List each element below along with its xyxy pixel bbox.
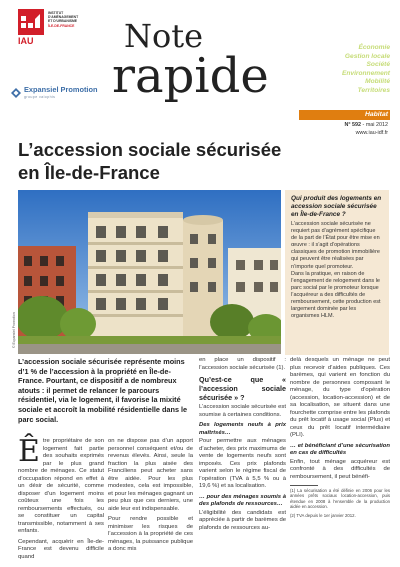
section-heading: Qu’est-ce que « l’accession sociale sécurisée » ? [199, 375, 286, 402]
publication-title-note: Note [124, 17, 204, 55]
body-paragraph: tre propriétaire de son logement fait partie des souhaits exprimés par le plus grand nombre de ménages. Ce statut d’occupation répond en effet à un désir de sécurité, comme disposer d’un logement moins coûteux une fois les remboursements effectués, ou se constituer un capital transmissible, notamment à ses enfants. [18, 438, 104, 534]
body-paragraph: L’accession sociale sécurisée est soumise à certaines conditions. [199, 404, 286, 418]
footnote: (2) TVA depuis le 1er janvier 2012. [290, 512, 356, 518]
theme-item: Société [366, 61, 390, 69]
body-paragraph: Pour rendre possible et minimiser les risques de l’accession à la propriété de ces ménages, la puissance publique a donc mis [108, 516, 193, 552]
expansiel-logo-icon [10, 86, 22, 98]
photo-credit: © Expansiel Promotion [12, 312, 16, 348]
body-column-2 [108, 438, 193, 557]
body-paragraph: on ne dispose pas d’un apport personnel conséquent et/ou de revenus élevés. Ainsi, seule la fraction la plus aisée des Franciliens peut acheter sans être aidée. Pour les plus modestes, cela est impossible, et pour les ménages gagnant un peu plus que ces derniers, une aide leur est indispensable. [108, 438, 193, 512]
iau-logo [18, 9, 44, 35]
body-column-4 [290, 357, 390, 521]
body-paragraph: L’éligibilité des candidats est appréciée à partir de barèmes de plafonds de ressources au- [199, 509, 286, 531]
subsection-heading: … pour des ménages soumis à des plafonds de ressources… [199, 493, 286, 507]
building-photo [18, 190, 281, 354]
footnote-divider [290, 485, 318, 486]
subsection-heading: … et bénéficiant d’une sécurisation en cas de difficultés [290, 442, 390, 456]
website: www.iau-idf.fr [355, 130, 388, 136]
theme-item: Économie [358, 44, 390, 51]
article-lead: L’accession sociale sécurisée représente moins d’1 % de l’accession à la propriété en Île-de-France. Pourtant, ce dispositif a de nombreux atouts : il permet de relancer le parcours résidentiel, via le logement, il favorise la mixité sociale et accroît la mobilité résidentielle dans le parc social. [18, 357, 188, 424]
theme-item: Territoires [357, 86, 390, 94]
iau-institute-name: INSTITUT D'AMÉNAGEMENT ET D'URBANISME ÎLE-DE-FRANCE [48, 11, 79, 28]
footnote: (1) La sécurisation a été définie en 2006 pour les années prêts sociaux location-accession, puis étendue en 2008 à l’ensemble de la production aidée en accession. [290, 488, 390, 510]
body-paragraph: Pour permettre aux ménages d’acheter, des prix maximums de vente de logements neufs sont imposés. Ces prix plafonds varient selon le régime fiscal de l’opération (TVA à 5,5 % ou à 19,6 %) et sa localisation. [199, 438, 286, 489]
publication-title-rapide: rapide [112, 48, 269, 104]
sidebar-question: Qui produit des logements en accession sociale sécurisée en Île-de-France ? [291, 195, 382, 218]
theme-item: Mobilité [365, 78, 390, 86]
article-title: L’accession sociale sécurisée en Île-de-France [18, 139, 282, 183]
theme-list [342, 44, 390, 96]
body-paragraph: Cependant, acquérir en Île-de-France est devenu difficile quand [18, 538, 104, 560]
iau-wordmark: IAU [18, 36, 34, 46]
body-column-3 [199, 357, 286, 535]
sidebar-paragraph: L’accession sociale sécurisée ne requiert pas d’agrément spécifique de la part de l’État pour être mise en œuvre : il s’agit d’opérations classiques de promotion immobilière qui peuvent être réalisées par n’importe quel promoteur. [291, 221, 380, 270]
sidebar-paragraph: Dans la pratique, en raison de l’engagement de relogement dans le parc social par le promoteur lorsque l’acquéreur a des difficultés de remboursement, cette production est largement dominée par les organismes HLM. [291, 270, 381, 320]
body-paragraph: delà desquels un ménage ne peut plus recevoir d’aides publiques. Ces barèmes, qui varient en fonction du nombre de personnes composant le ménage, du type d’opération (accession, location-accession) et de sa localisation, se situent dans une fourchette comprise entre les plafonds du prêt locatif à usage social (Plus) et ceux du prêt locatif intermédiaire (PLI). [290, 357, 390, 438]
theme-item: Environnement [342, 69, 390, 77]
subsection-heading: Des logements neufs à prix maîtrisés… [199, 422, 286, 436]
partner-name: Expansiel Promotion [24, 85, 98, 94]
body-paragraph: en place un dispositif : l’accession sociale sécurisée (1). [199, 357, 286, 371]
partner-tagline: groupe valophis [24, 95, 56, 99]
sidebar-box [285, 190, 389, 355]
theme-item: Gestion locale [344, 52, 390, 60]
dropcap: Ê [18, 434, 40, 469]
body-paragraph: Enfin, tout ménage acquéreur est confronté à des difficultés de remboursement, il peut bénéfi- [290, 458, 390, 480]
issue-info: N° 592 - mai 2012 [344, 122, 388, 128]
active-theme-label: Habitat [364, 111, 388, 118]
body-column-1 [18, 434, 104, 564]
